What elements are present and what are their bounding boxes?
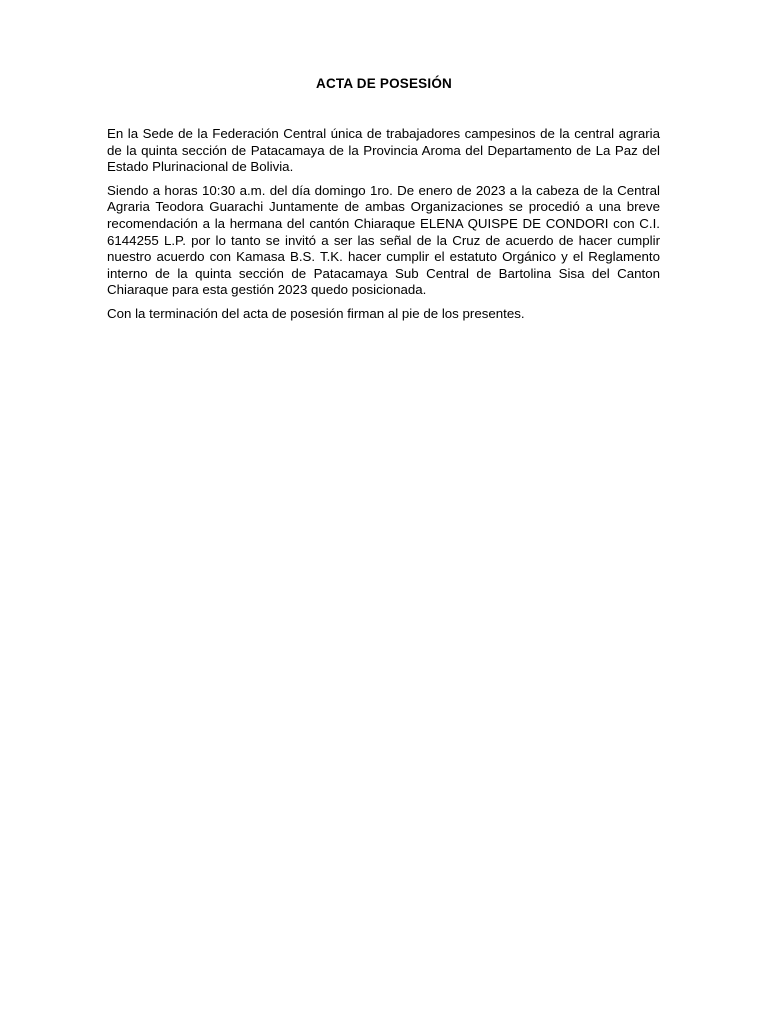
document-body: [107, 126, 660, 330]
page-title: ACTA DE POSESIÓN: [316, 76, 452, 91]
paragraph-details: Siendo a horas 10:30 a.m. del día domingo 1ro. De enero de 2023 a la cabeza de la Central Agraria Teodora Guarachi Juntamente de ambas Organizaciones se procedió a una breve recomendación a la hermana del cantón Chiaraque ELENA QUISPE DE CONDORI con C.I. 6144255 L.P. por lo tanto se invitó a ser las señal de la Cruz de acuerdo de hacer cumplir nuestro acuerdo con Kamasa B.S. T.K. hacer cumplir el estatuto Orgánico y el Reglamento interno de la quinta sección de Patacamaya Sub Central de Bartolina Sisa del Canton Chiaraque para esta gestión 2023 quedo posicionada.: [107, 182, 660, 298]
paragraph-location: En la Sede de la Federación Central única de trabajadores campesinos de la central agraria de la quinta sección de Patacamaya de la Provincia Aroma del Departamento de La Paz del Estado Plurinacional de Bolivia.: [107, 126, 660, 175]
paragraph-closing: Con la terminación del acta de posesión firman al pie de los presentes.: [107, 305, 525, 321]
